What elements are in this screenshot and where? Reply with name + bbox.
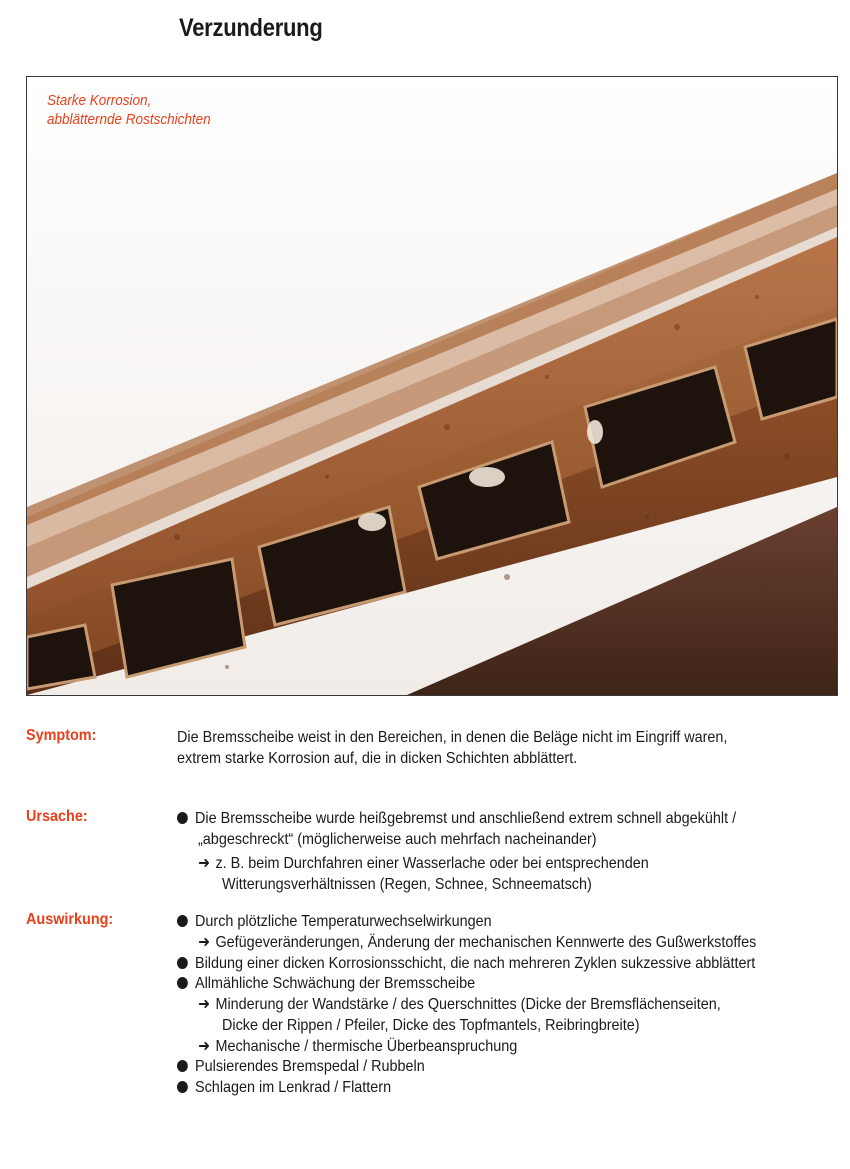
auswirkung-bullet-3-sub-1-cont: Dicke der Rippen / Pfeiler, Dicke des Topfmantels, Reibringbreite) [222, 1017, 640, 1034]
auswirkung-bullet-1-text: Durch plötzliche Temperaturwechselwirkungen [195, 913, 492, 930]
ursache-sub-1-cont: Witterungsverhältnissen (Regen, Schnee, Schneematsch) [222, 876, 592, 893]
auswirkung-bullet-3-text: Allmähliche Schwächung der Bremsscheibe [195, 975, 476, 992]
arrow-right-icon: ➜ [198, 855, 211, 872]
caption-line-1: Starke Korrosion, [47, 92, 152, 109]
arrow-right-icon: ➜ [198, 934, 211, 951]
symptom-line-2: extrem starke Korrosion auf, die in dicken Schichten abblättert. [177, 750, 578, 767]
auswirkung-bullet-4-text: Pulsierendes Bremspedal / Rubbeln [195, 1058, 425, 1075]
caption-line-2: abblätternde Rostschichten [47, 111, 211, 128]
ursache-bullet-1 [177, 808, 736, 829]
ursache-label: Ursache: [26, 808, 88, 825]
auswirkung-bullet-1 [177, 911, 492, 932]
ursache-sub-1 [198, 853, 649, 874]
bullet-icon [177, 957, 188, 969]
brake-disc-photo [26, 76, 838, 696]
bullet-icon [177, 812, 188, 824]
auswirkung-bullet-3-sub-1-text: Minderung der Wandstärke / des Querschnittes (Dicke der Bremsflächenseiten, [215, 996, 721, 1013]
auswirkung-bullet-5 [177, 1077, 391, 1098]
bullet-icon [177, 1060, 188, 1072]
auswirkung-bullet-3 [177, 973, 475, 994]
auswirkung-bullet-3-sub-2 [198, 1036, 517, 1057]
bullet-icon [177, 1081, 188, 1093]
arrow-right-icon: ➜ [198, 1038, 211, 1055]
auswirkung-bullet-3-sub-1 [198, 994, 721, 1015]
auswirkung-bullet-1-sub-text: Gefügeveränderungen, Änderung der mechanischen Kennwerte des Gußwerkstoffes [215, 934, 757, 951]
arrow-right-icon: ➜ [198, 996, 211, 1013]
corroded-brake-disc-image [27, 77, 837, 695]
auswirkung-bullet-2 [177, 953, 755, 974]
page-title: Verzunderung [179, 14, 323, 42]
photo-caption [47, 91, 211, 129]
symptom-label: Symptom: [26, 727, 97, 744]
auswirkung-bullet-2-text: Bildung einer dicken Korrosionsschicht, die nach mehreren Zyklen sukzessive abblättert [195, 955, 756, 972]
auswirkung-bullet-5-text: Schlagen im Lenkrad / Flattern [195, 1079, 392, 1096]
bullet-icon [177, 977, 188, 989]
auswirkung-bullet-3-sub-2-text: Mechanische / thermische Überbeanspruchung [215, 1038, 518, 1055]
symptom-line-1: Die Bremsscheibe weist in den Bereichen, in denen die Beläge nicht im Eingriff waren, [177, 729, 728, 746]
ursache-bullet-1-text: Die Bremsscheibe wurde heißgebremst und anschließend extrem schnell abgekühlt / [195, 810, 737, 827]
ursache-bullet-1-cont: „abgeschreckt“ (möglicherweise auch mehrfach nacheinander) [198, 831, 597, 848]
auswirkung-bullet-4 [177, 1056, 425, 1077]
auswirkung-bullet-1-sub [198, 932, 756, 953]
ursache-sub-1-text: z. B. beim Durchfahren einer Wasserlache oder bei entsprechenden [215, 855, 649, 872]
bullet-icon [177, 915, 188, 927]
auswirkung-label: Auswirkung: [26, 911, 114, 928]
